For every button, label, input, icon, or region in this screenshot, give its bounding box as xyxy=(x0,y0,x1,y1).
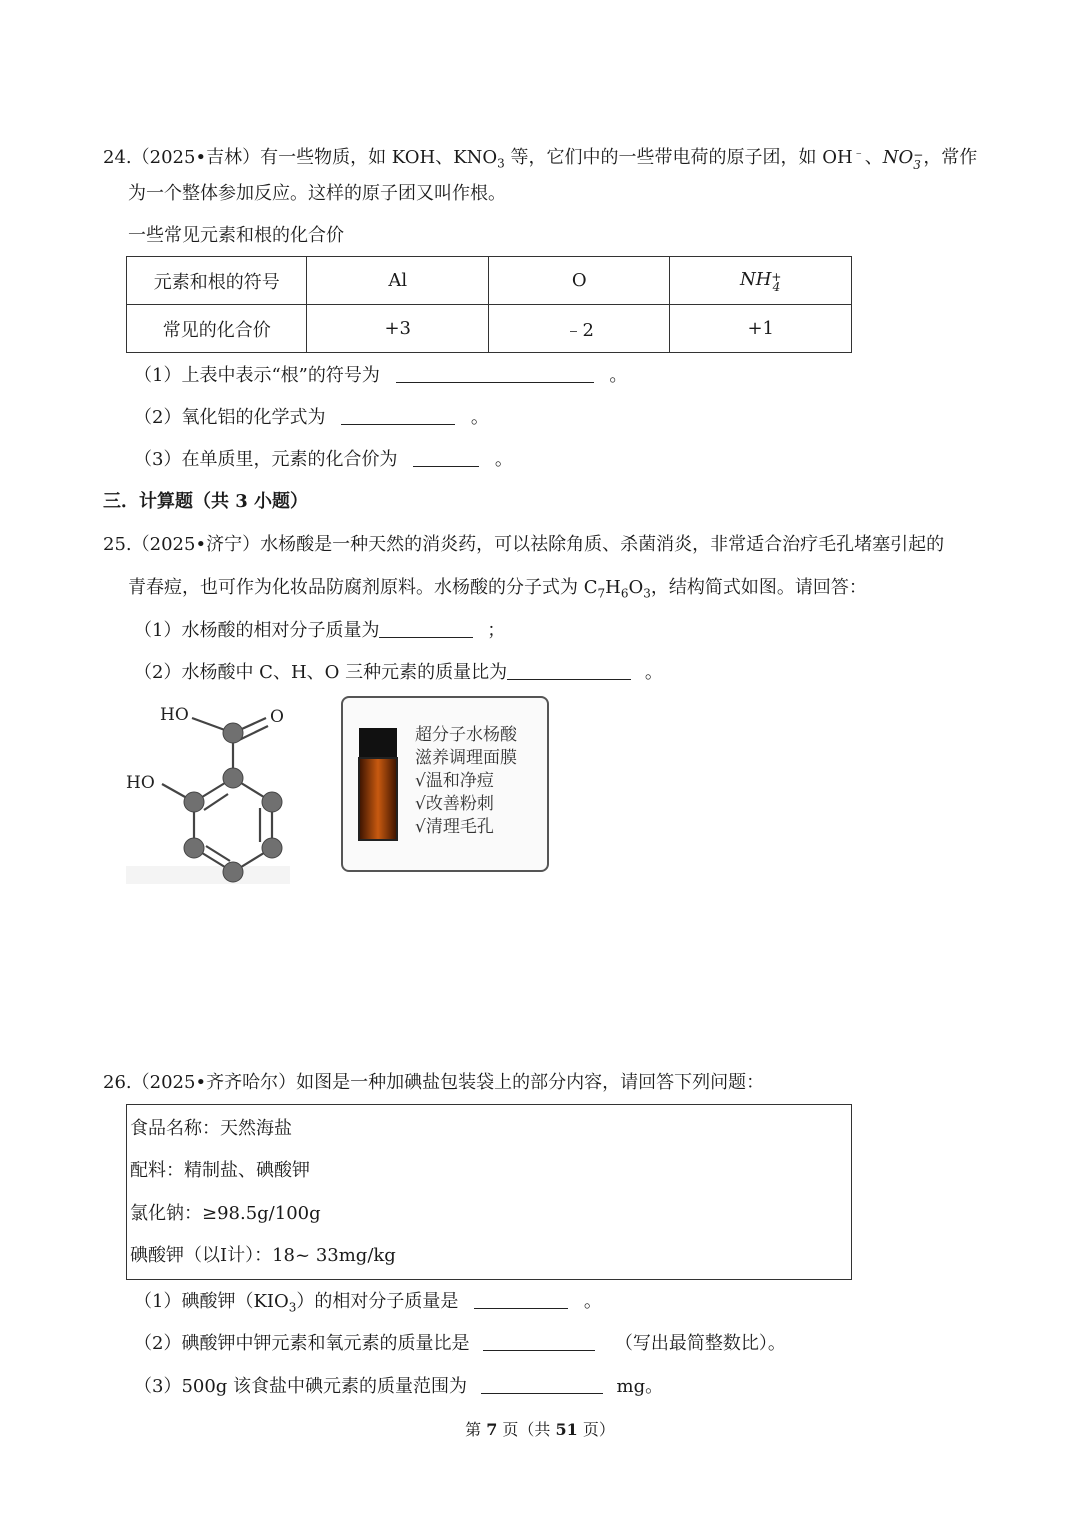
q24-sub2: （2）氧化铝的化学式为 。 xyxy=(134,407,489,428)
q25-number: 25. xyxy=(103,534,132,555)
q25-line2: 青春痘，也可作为化妆品防腐剂原料。水杨酸的分子式为 $C_7H_6O_3$，结构简式如图。请回答： xyxy=(128,577,867,601)
q24-sub1: （1）上表中表示“根”的符号为 。 xyxy=(134,365,628,386)
q26-number: 26. xyxy=(103,1072,132,1093)
ad-text: 超分子水杨酸 滋养调理面膜 √温和净痘 √改善粉刺 √清理毛孔 xyxy=(415,725,517,837)
label-ho-side: HO xyxy=(126,773,155,793)
q26-source: （2025•齐齐哈尔） xyxy=(131,1072,297,1093)
table-value-al: +3 xyxy=(307,305,489,353)
bottle-icon xyxy=(357,726,401,844)
salt-label-box xyxy=(126,1104,852,1280)
answer-blank[interactable] xyxy=(396,364,594,383)
label-line: 配料：精制盐、碘酸钾 xyxy=(130,1160,310,1181)
q26-sub1: （1）碘酸钾$(KIO_3)$的相对分子质量是 。 xyxy=(134,1291,602,1315)
label-line: 食品名称：天然海盐 xyxy=(130,1118,292,1139)
table-header-symbol: 元素和根的符号 xyxy=(127,257,307,305)
answer-blank[interactable] xyxy=(483,1332,595,1351)
table-cell-o: O xyxy=(488,257,669,305)
q25-sub2: （2）水杨酸中 C、H、O 三种元素的质量比为 。 xyxy=(134,662,663,683)
q26-line1: 26.（2025•齐齐哈尔）如图是一种加碘盐包装袋上的部分内容，请回答下列问题： xyxy=(103,1072,765,1093)
q25-line1: 25.（2025•济宁）水杨酸是一种天然的消炎药，可以祛除角质、杀菌消炎，非常适合治疗毛孔堵塞引起的 xyxy=(103,534,945,555)
answer-blank[interactable] xyxy=(379,619,473,638)
table-header-valence: 常见的化合价 xyxy=(127,305,307,353)
table-cell-al: Al xyxy=(307,257,489,305)
q26-sub2: （2）碘酸钾中钾元素和氧元素的质量比是 （写出最简整数比）。 xyxy=(134,1333,786,1354)
table-caption: 一些常见元素和根的化合价 xyxy=(128,225,344,246)
page-number: 7 xyxy=(486,1420,498,1439)
q24-sub3: （3）在单质里，元素的化合价为 。 xyxy=(134,449,513,470)
section-title: 三．计算题（共 3 小题） xyxy=(103,491,309,512)
label-line: 氯化钠：≥98.5g/100g xyxy=(130,1203,321,1224)
q24-number: 24. xyxy=(103,147,132,168)
valence-table xyxy=(126,256,852,353)
answer-blank[interactable] xyxy=(413,448,479,467)
q25-sub1: （1）水杨酸的相对分子质量为 ； xyxy=(134,620,506,641)
no3-ion: NO − 3 xyxy=(882,147,924,172)
q24-line1: 24.（2025•吉林）有一些物质，如 KOH、$KNO_3$ 等，它们中的一些带电荷的原子团，如 OH﹣、NO − 3 ，常作 xyxy=(103,145,978,172)
answer-blank[interactable] xyxy=(481,1375,603,1394)
q24-source: （2025•吉林） xyxy=(131,147,261,168)
answer-blank[interactable] xyxy=(474,1290,568,1309)
q26-sub3: （3）500g 该食盐中碘元素的质量范围为 mg。 xyxy=(134,1376,664,1397)
total-pages: 51 xyxy=(555,1420,578,1439)
q24-line2: 为一个整体参加反应。这样的原子团又叫作根。 xyxy=(128,183,506,204)
product-ad xyxy=(341,696,549,872)
label-line: 碘酸钾（以I计）：18~ 33mg/kg xyxy=(130,1245,396,1266)
page-footer: 第 7 页（共 51 页） xyxy=(465,1420,615,1439)
table-cell-nh4: NH + 4 xyxy=(670,257,852,305)
answer-blank[interactable] xyxy=(341,406,455,425)
table-value-nh4: +1 xyxy=(670,305,852,353)
salicylic-acid-structure xyxy=(120,698,300,890)
label-ho-top: HO xyxy=(160,705,189,725)
answer-blank[interactable] xyxy=(507,661,631,680)
q25-source: （2025•济宁） xyxy=(131,534,261,555)
label-o: O xyxy=(270,707,284,727)
table-value-o: ﹣2 xyxy=(488,305,669,353)
